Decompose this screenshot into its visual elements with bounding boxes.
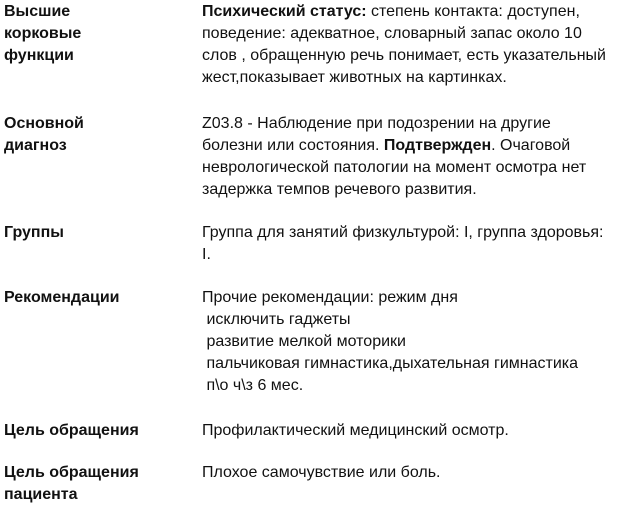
value-line [202,135,634,157]
field-value [202,462,640,506]
value-line [202,1,634,23]
label-line: Основной [4,115,84,132]
field-value [202,1,640,89]
value-line: исключить гаджеты [202,311,351,328]
confirmed-status: Подтвержден [383,137,492,154]
label-line: Высшие [4,3,71,20]
value-line: задержка темпов речевого развития. [202,181,477,198]
field-label [0,113,202,201]
value-line: Прочие рекомендации: режим дня [202,289,458,306]
value-text: степень контакта: доступен, [366,3,580,20]
value-line: Профилактический медицинский осмотр. [202,422,509,439]
label-line: Цель обращения [4,464,139,481]
value-text: болезни или состояния. [202,137,384,154]
field-label [0,222,202,266]
field-value [202,222,640,266]
row-groups [0,222,640,266]
value-line: неврологической патологии на момент осмотра нет [202,159,587,176]
value-line: I. [202,246,211,263]
value-line: поведение: адекватное, словарный запас около 10 [202,25,582,42]
label-line: Рекомендации [4,289,120,306]
field-label [0,462,202,506]
label-line: Группы [4,224,64,241]
field-value [202,420,640,442]
field-label [0,1,202,89]
label-line: диагноз [4,137,67,154]
label-line: функции [4,47,74,64]
row-recommendations [0,287,640,397]
field-label [0,420,202,442]
value-line: Группа для занятий физкультурой: I, группа здоровья: [202,224,604,241]
value-line: развитие мелкой моторики [202,333,406,350]
value-text: . Очаговой [491,137,571,154]
value-line: слов , обращенную речь понимает, есть указательный [202,47,606,64]
field-value [202,113,640,201]
row-higher-cortical-functions [0,1,640,89]
row-visit-purpose [0,420,640,442]
label-line: Цель обращения [4,422,139,439]
value-line: пальчиковая гимнастика,дыхательная гимнастика [202,355,579,372]
label-line: пациента [4,486,78,503]
value-line: Плохое самочувствие или боль. [202,464,441,481]
mental-status-heading: Психический статус: [202,3,367,20]
label-line: корковые [4,25,82,42]
row-main-diagnosis [0,113,640,201]
row-patient-visit-purpose [0,462,640,506]
value-line: жест,показывает животных на картинках. [202,69,507,86]
value-line: Z03.8 - Наблюдение при подозрении на другие [202,115,551,132]
value-line: п\о ч\з 6 мес. [202,377,304,394]
field-value [202,287,640,397]
field-label [0,287,202,397]
